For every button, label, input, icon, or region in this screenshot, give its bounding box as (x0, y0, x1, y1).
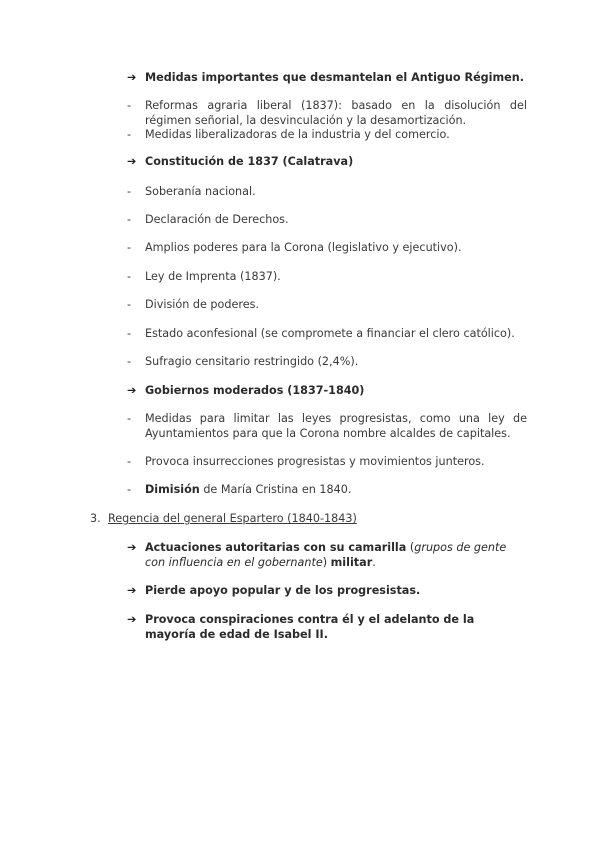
camarilla-definition: grupos de gente con influencia en el gobernante (145, 541, 507, 569)
heading-text: Medidas importantes que desmantelan el Antiguo Régimen. (145, 71, 524, 84)
actuaciones-bold: Actuaciones autoritarias con su camarilla (145, 541, 407, 554)
arrow-item-conspiraciones (127, 613, 527, 642)
bullet-text: Estado aconfesional (se compromete a financiar el clero católico). (145, 327, 515, 340)
dash-bullet: - (127, 298, 132, 311)
paren-open: ( (406, 541, 415, 554)
dash-bullet: - (127, 483, 132, 496)
paren-close: ) (322, 555, 331, 569)
dash-bullet: - (127, 185, 132, 198)
bullet-text: Sufragio censitario restringido (2,4%). (145, 355, 359, 368)
bullet-dimision (127, 483, 527, 498)
heading-text: Gobiernos moderados (1837-1840) (145, 384, 365, 397)
dash-bullet: - (127, 99, 132, 112)
dash-bullet: - (127, 327, 132, 340)
bullet-estado-aconfesional (127, 327, 527, 342)
bullet-medidas-liberalizadoras (127, 128, 527, 143)
heading-text: Constitución de 1837 (Calatrava) (145, 155, 354, 168)
arrow-icon: ➔ (127, 384, 137, 397)
arrow-item-text: Provoca conspiraciones contra él y el adelanto de la mayoría de edad de Isabel II. (145, 613, 475, 641)
section-title: Regencia del general Espartero (1840-1843) (108, 512, 357, 525)
arrow-item-text (127, 541, 527, 570)
bullet-text: Reformas agraria liberal (1837): basado en la disolución del régimen señorial, la desvinculación y la desamortización. (145, 99, 527, 127)
period: . (372, 555, 376, 569)
heading-constitucion (127, 155, 527, 170)
bullet-text: Ley de Imprenta (1837). (145, 270, 281, 283)
bullet-declaracion (127, 213, 527, 228)
arrow-icon: ➔ (127, 584, 137, 597)
bullet-text: División de poderes. (145, 298, 259, 311)
bullet-text (127, 483, 527, 498)
arrow-item-apoyo (127, 584, 527, 599)
bullet-text: Provoca insurrecciones progresistas y movimientos junteros. (145, 455, 485, 468)
arrow-icon: ➔ (127, 613, 137, 626)
dash-bullet: - (127, 270, 132, 283)
heading-gobiernos-moderados (127, 384, 527, 399)
dash-bullet: - (127, 455, 132, 468)
dash-bullet: - (127, 412, 132, 425)
bullet-text: Medidas liberalizadoras de la industria y del comercio. (145, 128, 450, 141)
bullet-ley-imprenta (127, 270, 527, 285)
bullet-poderes-corona (127, 241, 527, 256)
arrow-item-actuaciones (127, 541, 527, 570)
arrow-icon: ➔ (127, 541, 137, 554)
bullet-division-poderes (127, 298, 527, 313)
bullet-text: Medidas para limitar las leyes progresistas, como una ley de Ayuntamientos para que la Corona nombre alcaldes de capitales. (145, 412, 527, 440)
bullet-limitar-leyes (127, 412, 527, 441)
dash-bullet: - (127, 128, 132, 141)
arrow-icon: ➔ (127, 71, 137, 84)
bullet-reforma-agraria (127, 99, 527, 128)
bullet-insurrecciones (127, 455, 527, 470)
dash-bullet: - (127, 241, 132, 254)
dash-bullet: - (127, 213, 132, 226)
bullet-text: Amplios poderes para la Corona (legislativo y ejecutivo). (145, 241, 462, 254)
bullet-soberania (127, 185, 527, 200)
bullet-sufragio (127, 355, 527, 370)
bullet-text: Soberanía nacional. (145, 185, 256, 198)
section-heading-espartero (90, 512, 357, 527)
arrow-icon: ➔ (127, 155, 137, 168)
dash-bullet: - (127, 355, 132, 368)
militar-bold: militar (330, 555, 373, 569)
arrow-item-text: Pierde apoyo popular y de los progresistas. (145, 584, 421, 597)
bullet-rest-text: de María Cristina en 1840. (199, 483, 352, 496)
bullet-bold-text: Dimisión (145, 483, 200, 496)
bullet-text: Declaración de Derechos. (145, 213, 289, 226)
heading-medidas (127, 71, 527, 86)
section-number: 3. (90, 512, 101, 525)
